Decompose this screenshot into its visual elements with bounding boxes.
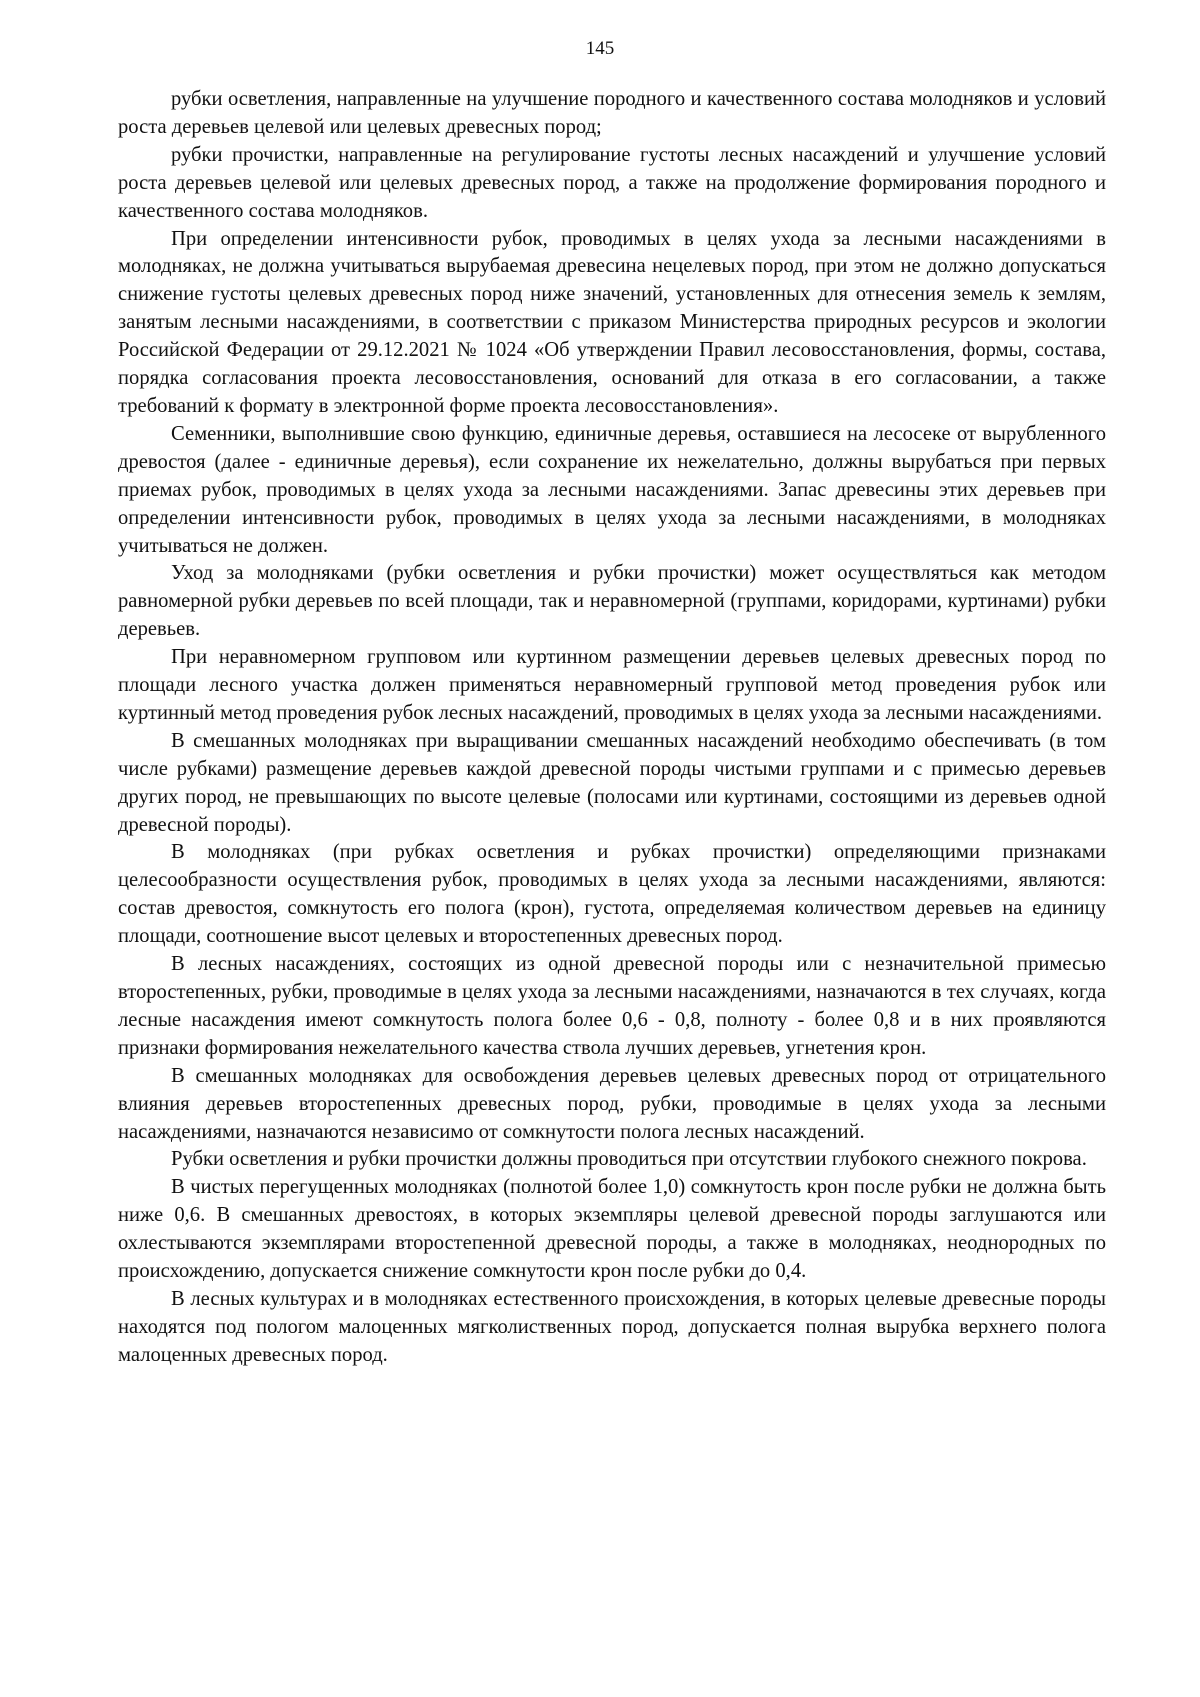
paragraph: В чистых перегущенных молодняках (полнотой более 1,0) сомкнутость крон после рубки не должна быть ниже 0,6. В смешанных древостоях, в которых экземпляры целевой древесной породы заглушаются или охлестываются экземплярами второстепенной древесной породы, а также в молодняках, неоднородных по происхождению, допускается снижение сомкнутости крон после рубки до 0,4. <box>118 1176 1106 1283</box>
paragraph: рубки прочистки, направленные на регулирование густоты лесных насаждений и улучшение условий роста деревьев целевой или целевых древесных пород, а также на продолжение формирования породного и качественного состава молодняков. <box>118 143 1106 222</box>
paragraph: В лесных культурах и в молодняках естественного происхождения, в которых целевые древесные породы находятся под пологом малоценных мягколиственных пород, допускается полная вырубка верхнего полога малоценных древесных пород. <box>118 1287 1106 1366</box>
paragraph: В смешанных молодняках при выращивании смешанных насаждений необходимо обеспечивать (в том числе рубками) размещение деревьев каждой древесной породы чистыми группами и с примесью деревьев других пород, не превышающих по высоте целевые (полосами или куртинами, состоящими из деревьев одной древесной породы). <box>118 729 1106 836</box>
paragraph: Уход за молодняками (рубки осветления и рубки прочистки) может осуществляться как методом равномерной рубки деревьев по всей площади, так и неравномерной (группами, коридорами, куртинами) рубки деревьев. <box>118 562 1106 641</box>
paragraph: рубки осветления, направленные на улучшение породного и качественного состава молодняков и условий роста деревьев целевой или целевых древесных пород; <box>118 88 1106 138</box>
body-text <box>118 86 1106 1370</box>
paragraph: При определении интенсивности рубок, проводимых в целях ухода за лесными насаждениями в молодняках, не должна учитываться вырубаемая древесина нецелевых пород, при этом не должно допускаться снижение густоты целевых древесных пород ниже значений, установленных для отнесения земель к землям, занятым лесными насаждениями, в соответствии с приказом Министерства природных ресурсов и экологии Российской Федерации от 29.12.2021 № 1024 «Об утверждении Правил лесовосстановления, формы, состава, порядка согласования проекта лесовосстановления, оснований для отказа в его согласовании, а также требований к формату в электронной форме проекта лесовосстановления». <box>118 227 1106 417</box>
paragraph: Семенники, выполнившие свою функцию, единичные деревья, оставшиеся на лесосеке от вырубленного древостоя (далее - единичные деревья), если сохранение их нежелательно, должны вырубаться при первых приемах рубок, проводимых в целях ухода за лесными насаждениями. Запас древесины этих деревьев при определении интенсивности рубок, проводимых в целях ухода за лесными насаждениями, в молодняках учитываться не должен. <box>118 422 1106 557</box>
page-number: 145 <box>585 38 615 59</box>
paragraph: При неравномерном групповом или куртинном размещении деревьев целевых древесных пород по площади лесного участка должен применяться неравномерный групповой метод проведения рубок или куртинный метод проведения рубок лесных насаждений, проводимых в целях ухода за лесными насаждениями. <box>118 646 1106 724</box>
paragraph: В молодняках (при рубках осветления и рубках прочистки) определяющими признаками целесообразности осуществления рубок, проводимых в целях ухода за лесными насаждениями, являются: состав древостоя, сомкнутость его полога (крон), густота, определяемая количеством деревьев на единицу площади, соотношение высот целевых и второстепенных древесных пород. <box>118 841 1106 948</box>
paragraph: Рубки осветления и рубки прочистки должны проводиться при отсутствии глубокого снежного покрова. <box>171 1148 1087 1171</box>
paragraph: В лесных насаждениях, состоящих из одной древесной породы или с незначительной примесью второстепенных, рубки, проводимые в целях ухода за лесными насаждениями, назначаются в тех случаях, когда лесные насаждения имеют сомкнутость полога более 0,6 - 0,8, полноту - более 0,8 и в них проявляются признаки формирования нежелательного качества ствола лучших деревьев, угнетения крон. <box>118 953 1106 1059</box>
paragraph: В смешанных молодняках для освобождения деревьев целевых древесных пород от отрицательного влияния деревьев второстепенных древесных пород, рубки, проводимые в целях ухода за лесными насаждениями, назначаются независимо от сомкнутости полога лесных насаждений. <box>118 1064 1106 1143</box>
